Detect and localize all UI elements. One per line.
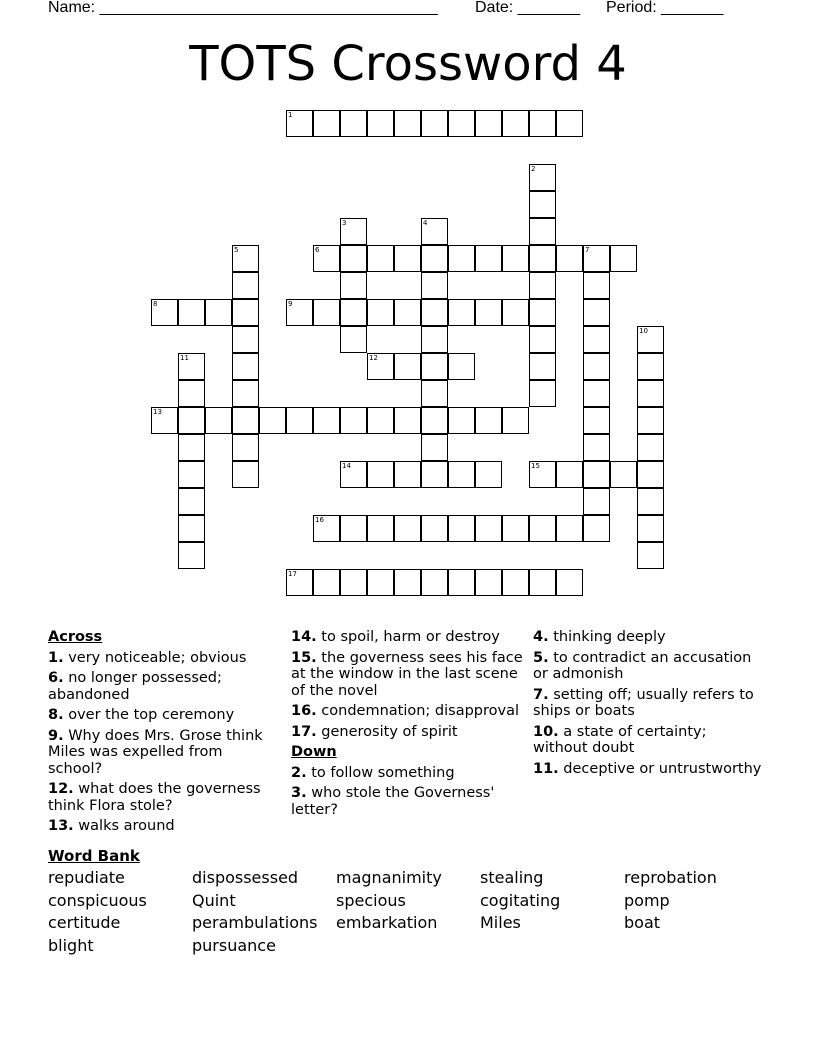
grid-cell[interactable] <box>313 299 340 326</box>
clue-item <box>48 670 280 703</box>
grid-cell[interactable] <box>637 353 664 380</box>
grid-cell[interactable] <box>340 461 367 488</box>
word-bank-item: pursuance <box>192 935 276 955</box>
grid-cell[interactable] <box>583 488 610 515</box>
grid-cell[interactable] <box>178 488 205 515</box>
clue-item <box>533 687 765 720</box>
clue-item-text: to follow something <box>306 764 455 781</box>
grid-cell[interactable] <box>178 407 205 434</box>
grid-cell[interactable] <box>340 515 367 542</box>
grid-cell[interactable] <box>583 272 610 299</box>
clue-item-number: 15. <box>291 649 317 666</box>
grid-cell[interactable] <box>475 461 502 488</box>
grid-cell[interactable] <box>583 407 610 434</box>
clue-number: 10 <box>639 327 648 335</box>
down-heading: Down <box>291 744 337 760</box>
grid-cell[interactable] <box>502 407 529 434</box>
grid-cell[interactable] <box>232 461 259 488</box>
grid-cell[interactable] <box>448 110 475 137</box>
grid-cell[interactable] <box>583 353 610 380</box>
grid-cell[interactable] <box>394 407 421 434</box>
clue-item <box>533 761 765 778</box>
clue-item <box>291 703 523 720</box>
grid-cell[interactable] <box>421 299 448 326</box>
grid-cell[interactable] <box>367 569 394 596</box>
clue-item-text: no longer possessed; abandoned <box>48 670 222 703</box>
grid-cell[interactable] <box>421 218 448 245</box>
grid-cell[interactable] <box>178 461 205 488</box>
word-bank-item: perambulations <box>192 913 318 932</box>
grid-cell[interactable] <box>394 569 421 596</box>
grid-cell[interactable] <box>583 434 610 461</box>
clue-item-number: 16. <box>291 703 317 719</box>
grid-cell[interactable] <box>313 569 340 596</box>
clue-item-number: 1. <box>48 649 64 666</box>
word-bank-item: cogitating <box>480 890 561 910</box>
grid-cell[interactable] <box>529 326 556 353</box>
word-bank-item: repudiate <box>48 868 125 887</box>
grid-cell[interactable] <box>313 245 340 272</box>
clue-item-number: 10. <box>533 723 559 740</box>
clue-item-number: 3. <box>291 785 307 801</box>
grid-cell[interactable] <box>340 326 367 353</box>
grid-cell[interactable] <box>151 299 178 326</box>
word-bank-item: magnanimity <box>336 868 442 887</box>
clue-number: 11 <box>180 354 189 362</box>
grid-cell[interactable] <box>340 110 367 137</box>
grid-cell[interactable] <box>637 542 664 569</box>
grid-cell[interactable] <box>178 353 205 380</box>
word-bank-item: pomp <box>624 890 670 910</box>
grid-cell[interactable] <box>529 245 556 272</box>
grid-cell[interactable] <box>448 353 475 380</box>
clue-item-number: 9. <box>48 727 64 744</box>
grid-cell[interactable] <box>583 515 610 542</box>
clue-number: 6 <box>315 246 320 254</box>
grid-cell[interactable] <box>475 569 502 596</box>
grid-cell[interactable] <box>448 299 475 326</box>
grid-cell[interactable] <box>529 272 556 299</box>
grid-cell[interactable] <box>205 299 232 326</box>
clue-number: 12 <box>369 354 378 362</box>
grid-cell[interactable] <box>529 164 556 191</box>
grid-cell[interactable] <box>421 245 448 272</box>
grid-cell[interactable] <box>232 407 259 434</box>
grid-cell[interactable] <box>529 218 556 245</box>
word-bank-item: conspicuous <box>48 890 147 910</box>
grid-cell[interactable] <box>394 245 421 272</box>
clue-item-number: 5. <box>533 649 549 666</box>
clue-item-text: deceptive or untrustworthy <box>558 760 762 777</box>
grid-cell[interactable] <box>313 110 340 137</box>
grid-cell[interactable] <box>475 245 502 272</box>
grid-cell[interactable] <box>394 515 421 542</box>
clue-number: 14 <box>342 462 351 470</box>
clue-column-2 <box>291 629 523 822</box>
grid-cell[interactable] <box>475 407 502 434</box>
clue-item <box>48 728 280 778</box>
grid-cell[interactable] <box>556 569 583 596</box>
word-bank-item: certitude <box>48 913 121 932</box>
clue-item-text: a state of certainty; without doubt <box>533 723 707 756</box>
word-bank-item: reprobation <box>624 868 717 887</box>
grid-cell[interactable] <box>475 110 502 137</box>
grid-cell[interactable] <box>394 461 421 488</box>
grid-cell[interactable] <box>475 515 502 542</box>
clue-number: 13 <box>153 408 162 416</box>
word-bank-item: Miles <box>480 913 521 932</box>
grid-cell[interactable] <box>583 326 610 353</box>
clue-item-text: Why does Mrs. Grose think Miles was expelled from school? <box>48 727 263 777</box>
grid-cell[interactable] <box>367 407 394 434</box>
grid-cell[interactable] <box>637 326 664 353</box>
clue-number: 3 <box>342 219 347 227</box>
grid-cell[interactable] <box>556 245 583 272</box>
grid-cell[interactable] <box>556 461 583 488</box>
grid-cell[interactable] <box>232 353 259 380</box>
grid-cell[interactable] <box>367 245 394 272</box>
grid-cell[interactable] <box>178 515 205 542</box>
grid-cell[interactable] <box>340 299 367 326</box>
grid-cell[interactable] <box>421 110 448 137</box>
grid-cell[interactable] <box>421 380 448 407</box>
clue-number: 2 <box>531 165 536 173</box>
grid-cell[interactable] <box>448 407 475 434</box>
grid-cell[interactable] <box>421 407 448 434</box>
clue-item-text: to contradict an accusation or admonish <box>533 649 752 682</box>
clue-column-3 <box>533 629 765 781</box>
grid-cell[interactable] <box>583 299 610 326</box>
grid-cell[interactable] <box>394 299 421 326</box>
grid-cell[interactable] <box>205 407 232 434</box>
grid-cell[interactable] <box>367 110 394 137</box>
clue-item <box>533 629 765 646</box>
clue-column-1 <box>48 629 280 839</box>
grid-cell[interactable] <box>151 407 178 434</box>
grid-cell[interactable] <box>367 461 394 488</box>
word-bank-item: blight <box>48 935 94 955</box>
clue-item-text: setting off; usually refers to ships or boats <box>533 686 754 719</box>
grid-cell[interactable] <box>286 299 313 326</box>
clue-item-number: 13. <box>48 818 74 834</box>
clue-item <box>291 650 523 700</box>
grid-cell[interactable] <box>340 569 367 596</box>
grid-cell[interactable] <box>637 434 664 461</box>
grid-cell[interactable] <box>448 245 475 272</box>
grid-cell[interactable] <box>232 434 259 461</box>
grid-cell[interactable] <box>529 191 556 218</box>
clue-item-text: the governess sees his face at the window in the last scene of the novel <box>291 649 523 699</box>
grid-cell[interactable] <box>178 299 205 326</box>
grid-cell[interactable] <box>529 515 556 542</box>
clue-number: 16 <box>315 516 324 524</box>
clue-item-number: 7. <box>533 686 549 703</box>
grid-cell[interactable] <box>583 461 610 488</box>
grid-cell[interactable] <box>637 407 664 434</box>
grid-cell[interactable] <box>556 110 583 137</box>
clue-item-number: 2. <box>291 764 307 781</box>
grid-cell[interactable] <box>583 380 610 407</box>
grid-cell[interactable] <box>529 380 556 407</box>
name-field-label: Name: ______________________________________ <box>48 0 438 16</box>
clue-item <box>291 765 523 782</box>
clue-item <box>48 650 280 667</box>
clue-item-number: 4. <box>533 629 549 645</box>
clue-item <box>291 724 523 741</box>
word-bank-title: Word Bank <box>48 847 140 865</box>
page-title: TOTS Crossword 4 <box>189 36 627 92</box>
word-bank-item: Quint <box>192 890 236 910</box>
grid-cell[interactable] <box>421 326 448 353</box>
grid-cell[interactable] <box>502 245 529 272</box>
grid-cell[interactable] <box>259 407 286 434</box>
clue-item-number: 17. <box>291 723 317 740</box>
grid-cell[interactable] <box>313 515 340 542</box>
word-bank-item: specious <box>336 890 406 910</box>
grid-cell[interactable] <box>286 407 313 434</box>
clue-item-number: 6. <box>48 670 64 686</box>
clue-item-text: to spoil, harm or destroy <box>316 629 500 645</box>
grid-cell[interactable] <box>367 353 394 380</box>
clue-item <box>533 724 765 757</box>
grid-cell[interactable] <box>421 569 448 596</box>
clue-item-number: 14. <box>291 629 317 645</box>
grid-cell[interactable] <box>502 299 529 326</box>
grid-cell[interactable] <box>448 461 475 488</box>
clue-item <box>533 650 765 683</box>
grid-cell[interactable] <box>232 245 259 272</box>
grid-cell[interactable] <box>178 542 205 569</box>
clue-item-text: walks around <box>73 818 175 834</box>
clue-item-text: who stole the Governess' letter? <box>291 785 495 818</box>
grid-cell[interactable] <box>529 461 556 488</box>
clue-item-text: what does the governess think Flora stole? <box>48 781 261 814</box>
clue-item-text: very noticeable; obvious <box>63 649 247 666</box>
grid-cell[interactable] <box>610 461 637 488</box>
grid-cell[interactable] <box>637 488 664 515</box>
grid-cell[interactable] <box>637 515 664 542</box>
grid-cell[interactable] <box>475 299 502 326</box>
grid-cell[interactable] <box>529 110 556 137</box>
period-field-label: Period: _______ <box>606 0 724 16</box>
grid-cell[interactable] <box>421 272 448 299</box>
grid-cell[interactable] <box>367 299 394 326</box>
clue-item <box>48 707 280 724</box>
grid-cell[interactable] <box>421 461 448 488</box>
grid-cell[interactable] <box>610 245 637 272</box>
word-bank-item: stealing <box>480 868 544 887</box>
grid-cell[interactable] <box>394 110 421 137</box>
grid-cell[interactable] <box>178 380 205 407</box>
clue-item <box>48 781 280 814</box>
grid-cell[interactable] <box>286 569 313 596</box>
clue-item-text: condemnation; disapproval <box>316 703 520 719</box>
word-bank-item: embarkation <box>336 913 438 932</box>
grid-cell[interactable] <box>340 407 367 434</box>
grid-cell[interactable] <box>340 245 367 272</box>
grid-cell[interactable] <box>232 380 259 407</box>
grid-cell[interactable] <box>394 353 421 380</box>
clue-item-text: over the top ceremony <box>63 707 235 723</box>
grid-cell[interactable] <box>178 434 205 461</box>
grid-cell[interactable] <box>502 110 529 137</box>
word-bank-item: dispossessed <box>192 868 299 887</box>
grid-cell[interactable] <box>367 515 394 542</box>
grid-cell[interactable] <box>286 110 313 137</box>
grid-cell[interactable] <box>421 353 448 380</box>
grid-cell[interactable] <box>502 569 529 596</box>
clue-number: 15 <box>531 462 540 470</box>
clue-item <box>291 785 523 818</box>
grid-cell[interactable] <box>529 353 556 380</box>
clue-number: 5 <box>234 246 239 254</box>
clue-item-text: thinking deeply <box>548 629 666 645</box>
clue-number: 17 <box>288 570 297 578</box>
grid-cell[interactable] <box>529 569 556 596</box>
grid-cell[interactable] <box>637 461 664 488</box>
grid-cell[interactable] <box>340 218 367 245</box>
grid-cell[interactable] <box>529 299 556 326</box>
clue-item-number: 11. <box>533 760 559 777</box>
clue-number: 4 <box>423 219 428 227</box>
grid-cell[interactable] <box>637 380 664 407</box>
clue-number: 7 <box>585 246 590 254</box>
grid-cell[interactable] <box>556 515 583 542</box>
across-heading: Across <box>48 629 103 645</box>
clue-number: 9 <box>288 300 293 308</box>
grid-cell[interactable] <box>448 515 475 542</box>
date-field-label: Date: _______ <box>475 0 580 16</box>
grid-cell[interactable] <box>340 272 367 299</box>
clue-item-number: 8. <box>48 707 64 723</box>
grid-cell[interactable] <box>583 245 610 272</box>
clue-number: 1 <box>288 111 293 119</box>
clue-item-text: generosity of spirit <box>316 723 458 740</box>
clue-item <box>291 629 523 646</box>
grid-cell[interactable] <box>421 515 448 542</box>
grid-cell[interactable] <box>232 326 259 353</box>
clue-number: 8 <box>153 300 158 308</box>
clue-item-number: 12. <box>48 781 74 797</box>
grid-cell[interactable] <box>313 407 340 434</box>
grid-cell[interactable] <box>448 569 475 596</box>
grid-cell[interactable] <box>232 272 259 299</box>
grid-cell[interactable] <box>502 515 529 542</box>
word-bank-item: boat <box>624 913 661 932</box>
grid-cell[interactable] <box>421 434 448 461</box>
clue-item <box>48 818 280 835</box>
grid-cell[interactable] <box>232 299 259 326</box>
